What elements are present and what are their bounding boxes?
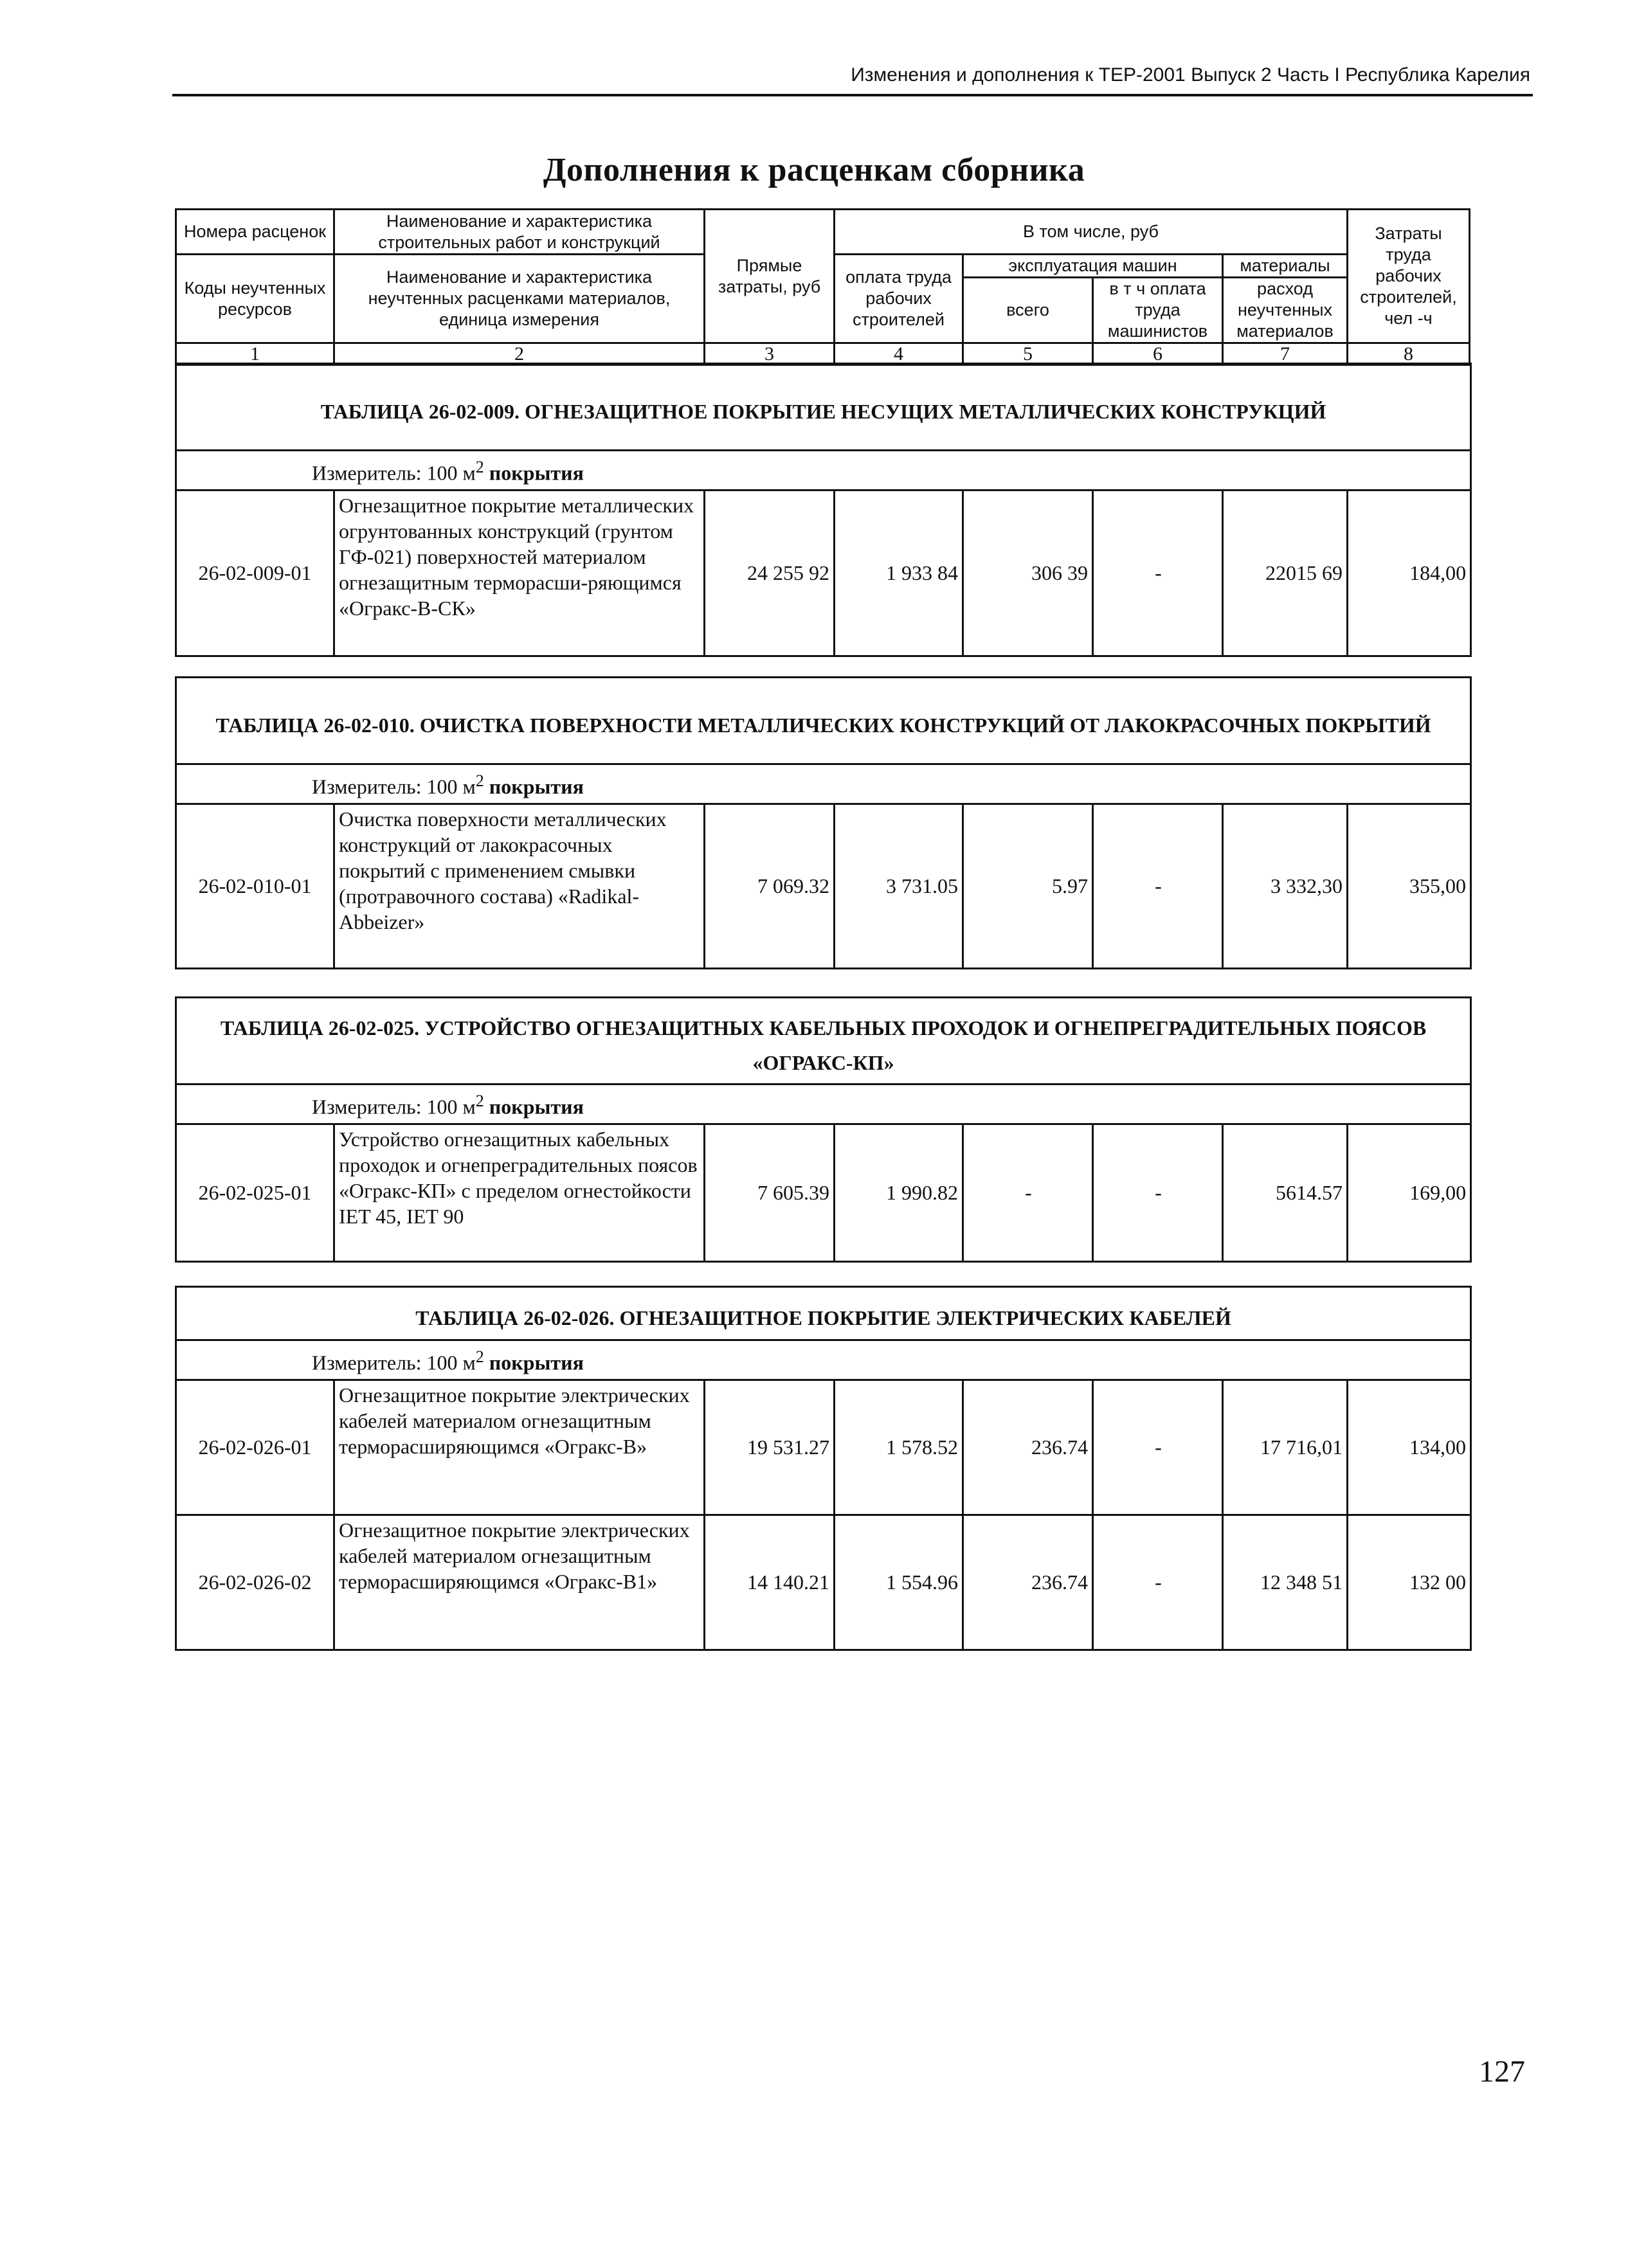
hdr-labor-hours: Затраты труда рабочих строителей, чел -ч <box>1348 210 1470 343</box>
machines-value: 306 39 <box>963 490 1093 656</box>
section-title: ТАБЛИЦА 26-02-025. УСТРОЙСТВО ОГНЕЗАЩИТНЫХ КАБЕЛЬНЫХ ПРОХОДОК И ОГНЕПРЕГРАДИТЕЛЬНЫХ ПОЯСОВ «ОГРАКС-КП» <box>176 998 1471 1084</box>
col-number: 6 <box>1093 343 1223 365</box>
hdr-direct-costs: Прямые затраты, руб <box>705 210 835 343</box>
rate-code: 26-02-025-01 <box>176 1124 334 1261</box>
page-number: 127 <box>1479 2055 1525 2089</box>
labor-pay-value: 1 990.82 <box>835 1124 963 1261</box>
work-description: Устройство огнезащитных кабельных проходок и огнепреградительных поясов «Огракс-КП» с пределом огнестойкости IET 45, IET 90 <box>334 1124 705 1261</box>
rate-code: 26-02-026-01 <box>176 1380 334 1515</box>
materials-value: 17 716,01 <box>1223 1380 1348 1515</box>
col-number: 5 <box>963 343 1093 365</box>
hdr-materials: материалы <box>1223 255 1348 278</box>
labor-pay-value: 3 731.05 <box>835 804 963 968</box>
section-table-26-02-010 <box>175 676 1472 969</box>
rate-code: 26-02-009-01 <box>176 490 334 656</box>
operators-value: - <box>1093 490 1223 656</box>
section-title: ТАБЛИЦА 26-02-010. ОЧИСТКА ПОВЕРХНОСТИ МЕТАЛЛИЧЕСКИХ КОНСТРУКЦИЙ ОТ ЛАКОКРАСОЧНЫХ ПОКРЫТИЙ <box>176 678 1471 764</box>
hdr-machines: эксплуатация машин <box>963 255 1223 278</box>
hdr-resource-codes: Коды неучтенных ресурсов <box>176 255 334 343</box>
col-number: 4 <box>835 343 963 365</box>
hdr-works-name: Наименование и характеристика строительных работ и конструкций <box>334 210 705 255</box>
labor-hours-value: 184,00 <box>1348 490 1471 656</box>
hdr-machines-total: всего <box>963 278 1093 343</box>
materials-value: 22015 69 <box>1223 490 1348 656</box>
section-title: ТАБЛИЦА 26-02-009. ОГНЕЗАЩИТНОЕ ПОКРЫТИЕ НЕСУЩИХ МЕТАЛЛИЧЕСКИХ КОНСТРУКЦИЙ <box>176 364 1471 451</box>
direct-costs-value: 19 531.27 <box>705 1380 835 1515</box>
measure-unit: Измеритель: 100 $м^2$ покрытия <box>176 1340 1471 1380</box>
table-row <box>176 804 1471 968</box>
running-header: Изменения и дополнения к ТЕР-2001 Выпуск 2 Часть I Республика Карелия <box>851 64 1530 86</box>
hdr-including-group: В том числе, руб <box>835 210 1348 255</box>
direct-costs-value: 7 605.39 <box>705 1124 835 1261</box>
direct-costs-value: 7 069.32 <box>705 804 835 968</box>
rate-code: 26-02-010-01 <box>176 804 334 968</box>
rate-code: 26-02-026-02 <box>176 1515 334 1650</box>
measure-unit: Измеритель: 100 $м^2$ покрытия <box>176 1084 1471 1124</box>
table-row <box>176 490 1471 656</box>
col-number: 2 <box>334 343 705 365</box>
section-title: ТАБЛИЦА 26-02-026. ОГНЕЗАЩИТНОЕ ПОКРЫТИЕ ЭЛЕКТРИЧЕСКИХ КАБЕЛЕЙ <box>176 1287 1471 1340</box>
labor-hours-value: 169,00 <box>1348 1124 1471 1261</box>
hdr-materials-unaccounted: расход неучтенных материалов <box>1223 278 1348 343</box>
labor-pay-value: 1 578.52 <box>835 1380 963 1515</box>
operators-value: - <box>1093 1380 1223 1515</box>
column-header-table <box>175 208 1470 366</box>
machines-value: 236.74 <box>963 1380 1093 1515</box>
materials-value: 3 332,30 <box>1223 804 1348 968</box>
section-table-26-02-026 <box>175 1286 1472 1651</box>
labor-hours-value: 134,00 <box>1348 1380 1471 1515</box>
labor-hours-value: 355,00 <box>1348 804 1471 968</box>
section-table-26-02-025 <box>175 996 1472 1263</box>
col-number: 3 <box>705 343 835 365</box>
table-row <box>176 1124 1471 1261</box>
hdr-materials-name: Наименование и характеристика неучтенных расценками материалов, единица измерения <box>334 255 705 343</box>
hdr-rates-numbers: Номера расценок <box>176 210 334 255</box>
labor-pay-value: 1 554.96 <box>835 1515 963 1650</box>
work-description: Огнезащитное покрытие электрических кабелей материалом огнезащитным терморасширяющимся «Огракс-В1» <box>334 1515 705 1650</box>
table-row <box>176 1380 1471 1515</box>
machines-value: - <box>963 1124 1093 1261</box>
section-table-26-02-009 <box>175 363 1472 657</box>
col-number: 1 <box>176 343 334 365</box>
labor-hours-value: 132 00 <box>1348 1515 1471 1650</box>
operators-value: - <box>1093 1124 1223 1261</box>
operators-value: - <box>1093 1515 1223 1650</box>
direct-costs-value: 24 255 92 <box>705 490 835 656</box>
machines-value: 5.97 <box>963 804 1093 968</box>
materials-value: 12 348 51 <box>1223 1515 1348 1650</box>
work-description: Очистка поверхности металлических конструкций от лакокрасочных покрытий с применением смывки (протравочного состава) «Radikal-Abbeizer» <box>334 804 705 968</box>
labor-pay-value: 1 933 84 <box>835 490 963 656</box>
materials-value: 5614.57 <box>1223 1124 1348 1261</box>
hdr-machines-operators: в т ч оплата труда машинистов <box>1093 278 1223 343</box>
operators-value: - <box>1093 804 1223 968</box>
table-row <box>176 1515 1471 1650</box>
page-title: Дополнения к расценкам сборника <box>543 152 1085 188</box>
col-number: 8 <box>1348 343 1470 365</box>
work-description: Огнезащитное покрытие электрических кабелей материалом огнезащитным терморасширяющимся «Огракс-В» <box>334 1380 705 1515</box>
machines-value: 236.74 <box>963 1515 1093 1650</box>
measure-unit: Измеритель: 100 $м^2$ покрытия <box>176 451 1471 491</box>
hdr-labor-pay: оплата труда рабочих строителей <box>835 255 963 343</box>
measure-unit: Измеритель: 100 $м^2$ покрытия <box>176 764 1471 804</box>
work-description: Огнезащитное покрытие металлических огрунтованных конструкций (грунтом ГФ-021) поверхностей материалом огнезащитным терморасши-ряющимся «Огракс-В-СК» <box>334 490 705 656</box>
direct-costs-value: 14 140.21 <box>705 1515 835 1650</box>
col-number: 7 <box>1223 343 1348 365</box>
header-rule <box>172 94 1533 96</box>
